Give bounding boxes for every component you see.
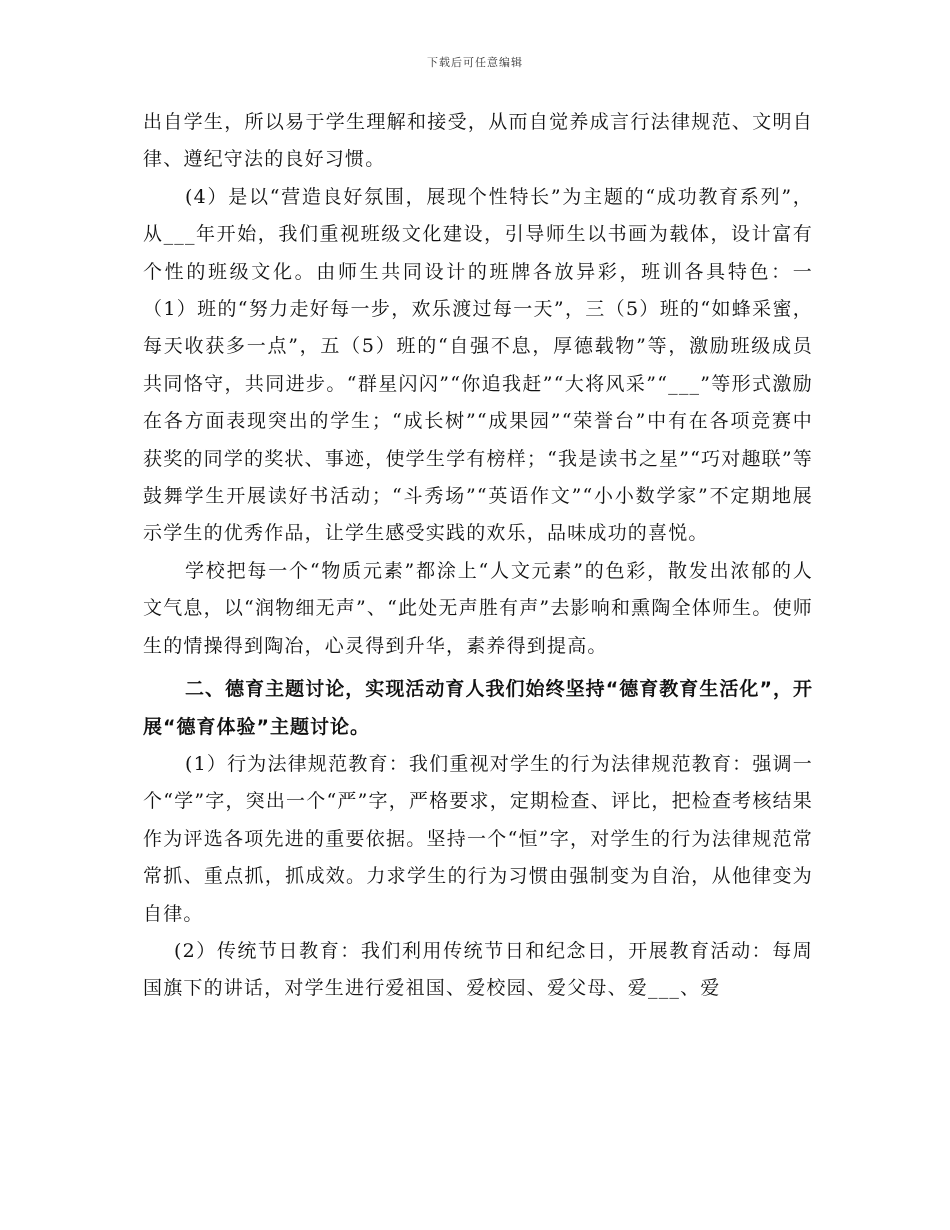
paragraph-2: (4）是以“营造良好氛围，展现个性特长”为主题的“成功教育系列”，从___年开始，我们重视班级文化建设，引导师生以书画为载体，设计富有个性的班级文化。由师生共同设计的班牌各放异彩，班训各具特色：一（1）班的“努力走好每一步，欢乐渡过每一天”，三（5）班的“如蜂采蜜，每天收获多一点”，五（5）班的“自强不息，厚德载物”等，激励班级成员共同恪守，共同进步。“群星闪闪”“你追我赶”“大将风采”“___”等形式激励在各方面表现突出的学生；“成长树”“成果园”“荣誉台”中有在各项竞赛中获奖的同学的奖状、事迹，使学生学有榜样；“我是读书之星”“巧对趣联”等鼓舞学生开展读好书活动；“斗秀场”“英语作文”“小小数学家”不定期地展示学生的优秀作品，让学生感受实践的欢乐，品味成功的喜悦。 (143, 185, 813, 545)
section-heading-2: 二、德育主题讨论，实现活动育人我们始终坚持“德育教育生活化”，开展“德育体验”主题讨论。 (143, 678, 813, 738)
document-body (143, 104, 813, 1008)
paragraph-3: 学校把每一个“物质元素”都涂上“人文元素”的色彩，散发出浓郁的人文气息，以“润物细无声”、“此处无声胜有声”去影响和熏陶全体师生。使师生的情操得到陶冶，心灵得到升华，素养得到提高。 (143, 559, 813, 657)
paragraph-5: (2）传统节日教育：我们利用传统节日和纪念日，开展教育活动：每周国旗下的讲话，对学生进行爱祖国、爱校园、爱父母、爱___、爱 (143, 939, 813, 1000)
page-header-note: 下载后可任意编辑 (427, 56, 523, 69)
paragraph-4: (1）行为法律规范教育：我们重视对学生的行为法律规范教育：强调一个“学”字，突出一个“严”字，严格要求，定期检查、评比，把检查考核结果作为评选各项先进的重要依据。坚持一个“恒”字，对学生的行为法律规范常常抓、重点抓，抓成效。力求学生的行为习惯由强制变为自治，从他律变为自律。 (143, 752, 813, 925)
paragraph-1: 出自学生，所以易于学生理解和接受，从而自觉养成言行法律规范、文明自律、遵纪守法的良好习惯。 (143, 111, 813, 171)
